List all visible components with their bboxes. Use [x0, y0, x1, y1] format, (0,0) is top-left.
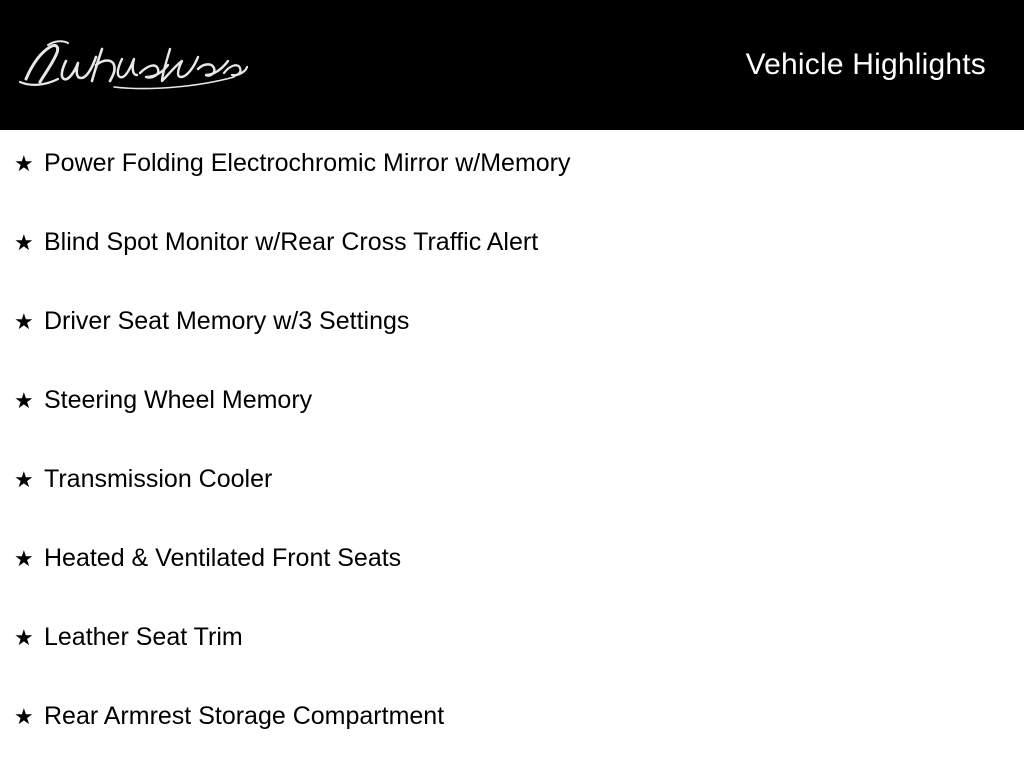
list-item — [0, 306, 1024, 385]
star-icon: ★ — [14, 546, 34, 571]
feature-label: Transmission Cooler — [44, 465, 273, 493]
list-item — [0, 543, 1024, 622]
feature-label: Power Folding Electrochromic Mirror w/Memory — [44, 149, 571, 177]
star-icon: ★ — [14, 625, 34, 650]
features-list — [0, 130, 1024, 768]
list-item — [0, 701, 1024, 768]
star-icon: ★ — [14, 467, 34, 492]
star-icon: ★ — [14, 309, 34, 334]
page-title: Vehicle Highlights — [745, 48, 986, 81]
list-item — [0, 464, 1024, 543]
feature-label: Blind Spot Monitor w/Rear Cross Traffic Alert — [44, 228, 539, 256]
list-item — [0, 148, 1024, 227]
list-item — [0, 385, 1024, 464]
feature-label: Leather Seat Trim — [44, 623, 243, 651]
star-icon: ★ — [14, 230, 34, 255]
page-header — [0, 0, 1024, 130]
feature-label: Driver Seat Memory w/3 Settings — [44, 307, 410, 335]
jim-hudson-logo — [18, 35, 248, 95]
feature-label: Rear Armrest Storage Compartment — [44, 702, 445, 730]
star-icon: ★ — [14, 151, 34, 176]
list-item — [0, 622, 1024, 701]
star-icon: ★ — [14, 388, 34, 413]
star-icon: ★ — [14, 704, 34, 729]
list-item — [0, 227, 1024, 306]
feature-label: Steering Wheel Memory — [44, 386, 313, 414]
feature-label: Heated & Ventilated Front Seats — [44, 544, 402, 572]
